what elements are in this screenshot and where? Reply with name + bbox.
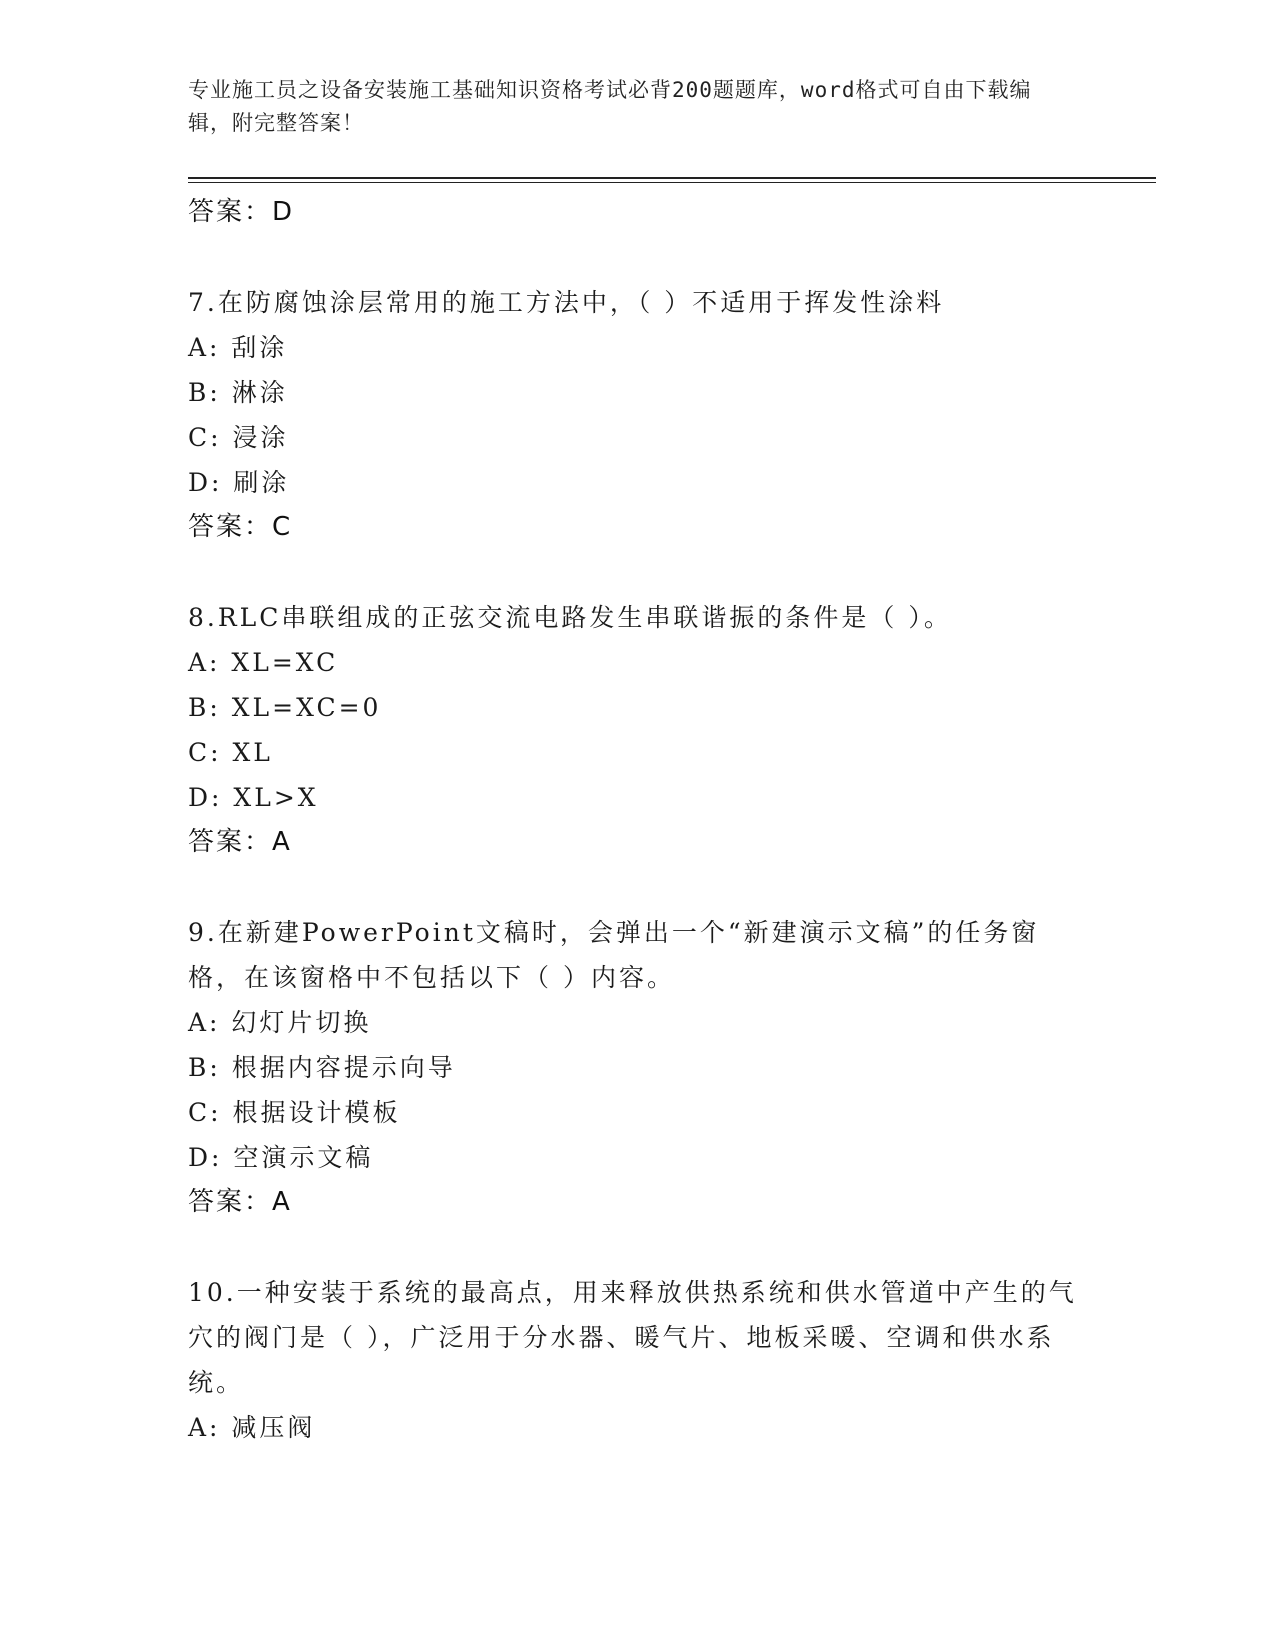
option-c: C: 根据设计模板 (188, 1098, 401, 1127)
answer-line: 答案：D (188, 197, 295, 227)
option-a: A: 幻灯片切换 (188, 1008, 372, 1037)
option-a: A: 刮涂 (188, 333, 288, 362)
answer-line: 答案：A (188, 827, 292, 857)
option-c: C: XL (188, 738, 273, 767)
option-d: D: 空演示文稿 (188, 1143, 374, 1172)
header-divider-thin (188, 182, 1156, 183)
document-body (188, 190, 1088, 1450)
answer-line: 答案：C (188, 512, 293, 542)
option-d: D: 刷涂 (188, 468, 290, 497)
document-header: 专业施工员之设备安装施工基础知识资格考试必背200题题库，word格式可自由下载编辑，附完整答案！ (188, 78, 1032, 135)
option-b: B: 根据内容提示向导 (188, 1053, 456, 1082)
question-text: 7.在防腐蚀涂层常用的施工方法中，（ ）不适用于挥发性涂料 (188, 288, 945, 317)
option-c: C: 浸涂 (188, 423, 289, 452)
question-text: 9.在新建PowerPoint文稿时，会弹出一个“新建演示文稿”的任务窗格，在该窗格中不包括以下（ ）内容。 (188, 918, 1040, 992)
option-b: B: XL=XC=0 (188, 693, 382, 722)
question-text: 10.一种安装于系统的最高点，用来释放供热系统和供水管道中产生的气穴的阀门是（ ），广泛用于分水器、暖气片、地板采暖、空调和供水系统。 (188, 1278, 1077, 1397)
option-a: A: 减压阀 (188, 1413, 316, 1442)
option-b: B: 淋涂 (188, 378, 288, 407)
question-text: 8.RLC串联组成的正弦交流电路发生串联谐振的条件是（ ）。 (188, 603, 952, 632)
option-a: A: XL=XC (188, 648, 339, 677)
header-divider-thick (188, 177, 1156, 179)
answer-line: 答案：A (188, 1187, 292, 1217)
option-d: D: XL>X (188, 783, 319, 812)
